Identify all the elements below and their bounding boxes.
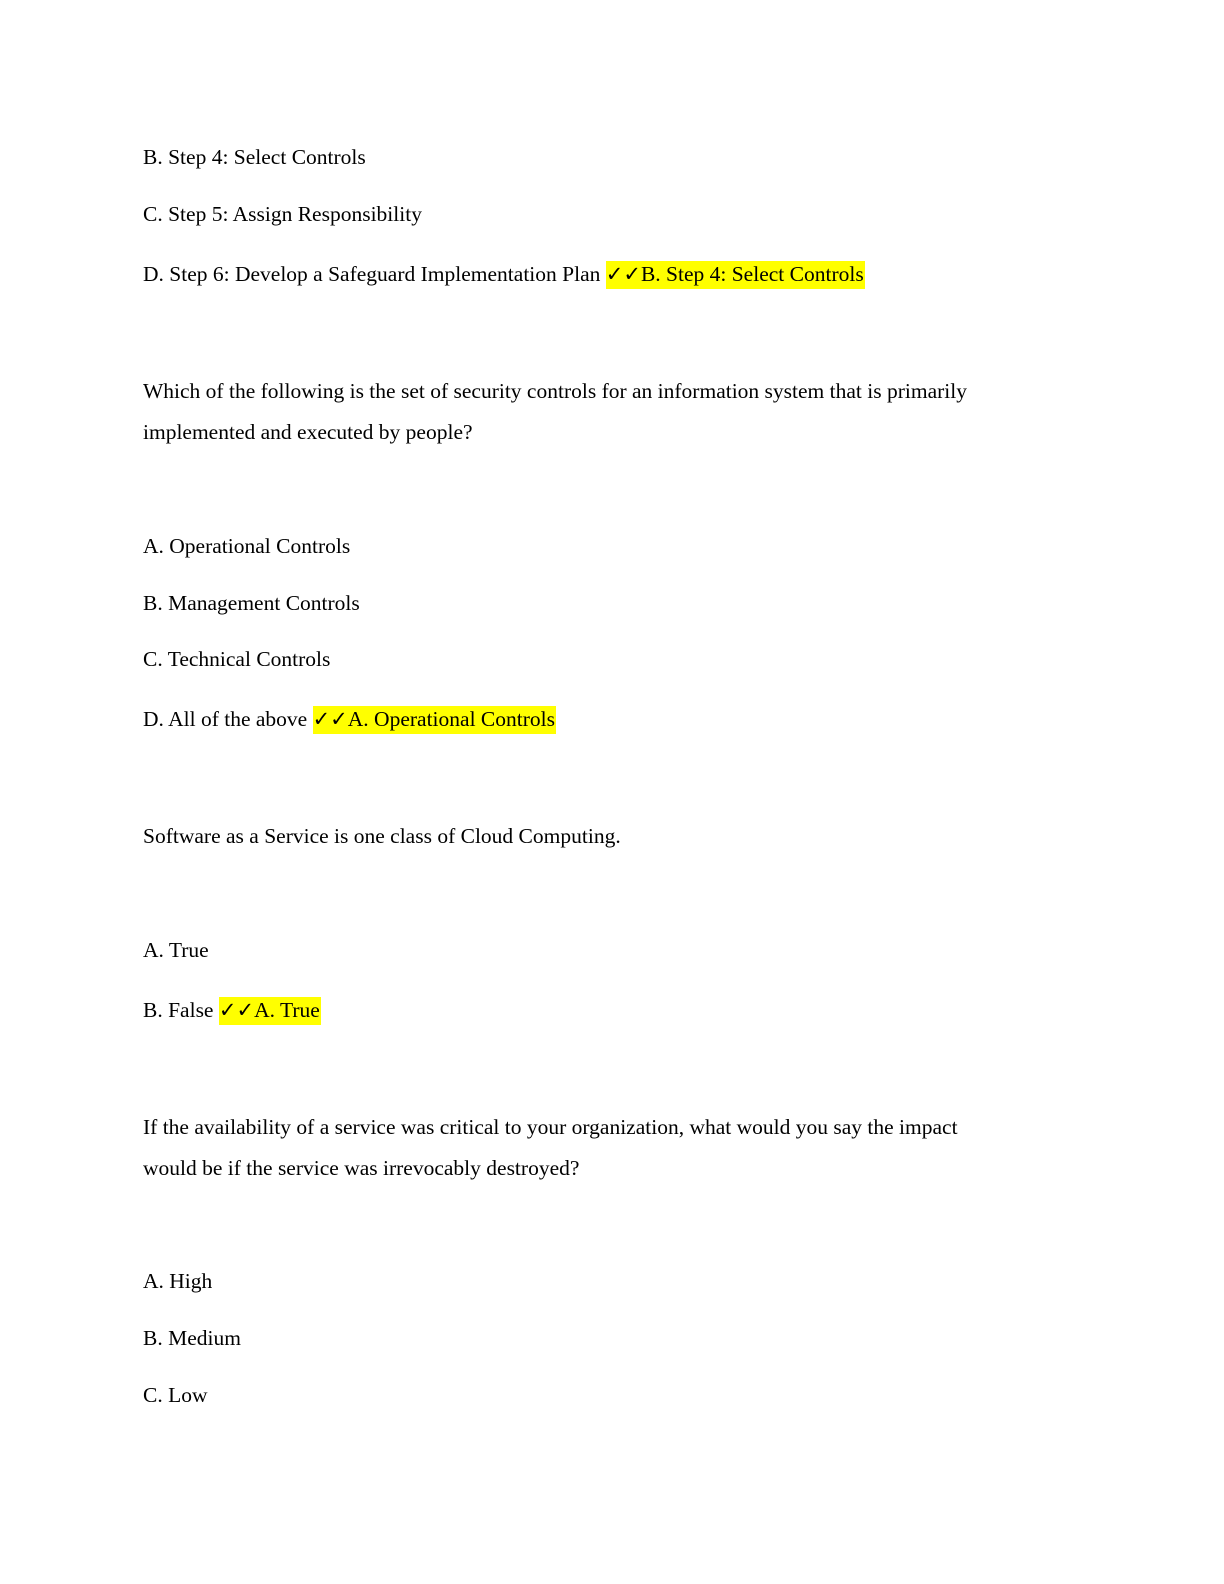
q3-answer-highlight [219,997,321,1025]
q2-option-d: D. All of the above [143,707,308,731]
q2-answer: A. Operational Controls [347,707,555,731]
q4-question-line-2: would be if the service was irrevocably destroyed? [143,1156,580,1180]
q1-option-c: C. Step 5: Assign Responsibility [143,202,422,226]
q2-answer-highlight [313,706,556,734]
q2-option-b: B. Management Controls [143,591,360,615]
q3-answer: A. True [254,998,320,1022]
q1-answer-highlight [606,261,865,289]
q1-option-b: B. Step 4: Select Controls [143,145,366,169]
q3-option-a: A. True [143,938,209,962]
q2-option-c: C. Technical Controls [143,647,331,671]
q4-question-line-1: If the availability of a service was critical to your organization, what would you say the impact [143,1115,958,1139]
q2-question-line-1: Which of the following is the set of security controls for an information system that is primarily [143,379,967,403]
double-check-icon: ✓✓ [605,262,641,286]
q1-answer: B. Step 4: Select Controls [640,262,864,286]
q2-option-d-line [143,704,556,734]
q4-option-c: C. Low [143,1383,208,1407]
q1-option-d: D. Step 6: Develop a Safeguard Implementation Plan [143,262,601,286]
q2-question-line-2: implemented and executed by people? [143,420,473,444]
double-check-icon: ✓✓ [218,998,255,1022]
q3-question: Software as a Service is one class of Cloud Computing. [143,824,621,848]
q4-option-b: B. Medium [143,1326,241,1350]
double-check-icon: ✓✓ [312,707,348,731]
q4-option-a: A. High [143,1269,213,1293]
q3-option-b-line [143,995,321,1025]
q3-option-b: B. False [143,998,214,1022]
q2-option-a: A. Operational Controls [143,534,351,558]
q1-option-d-line [143,259,865,289]
